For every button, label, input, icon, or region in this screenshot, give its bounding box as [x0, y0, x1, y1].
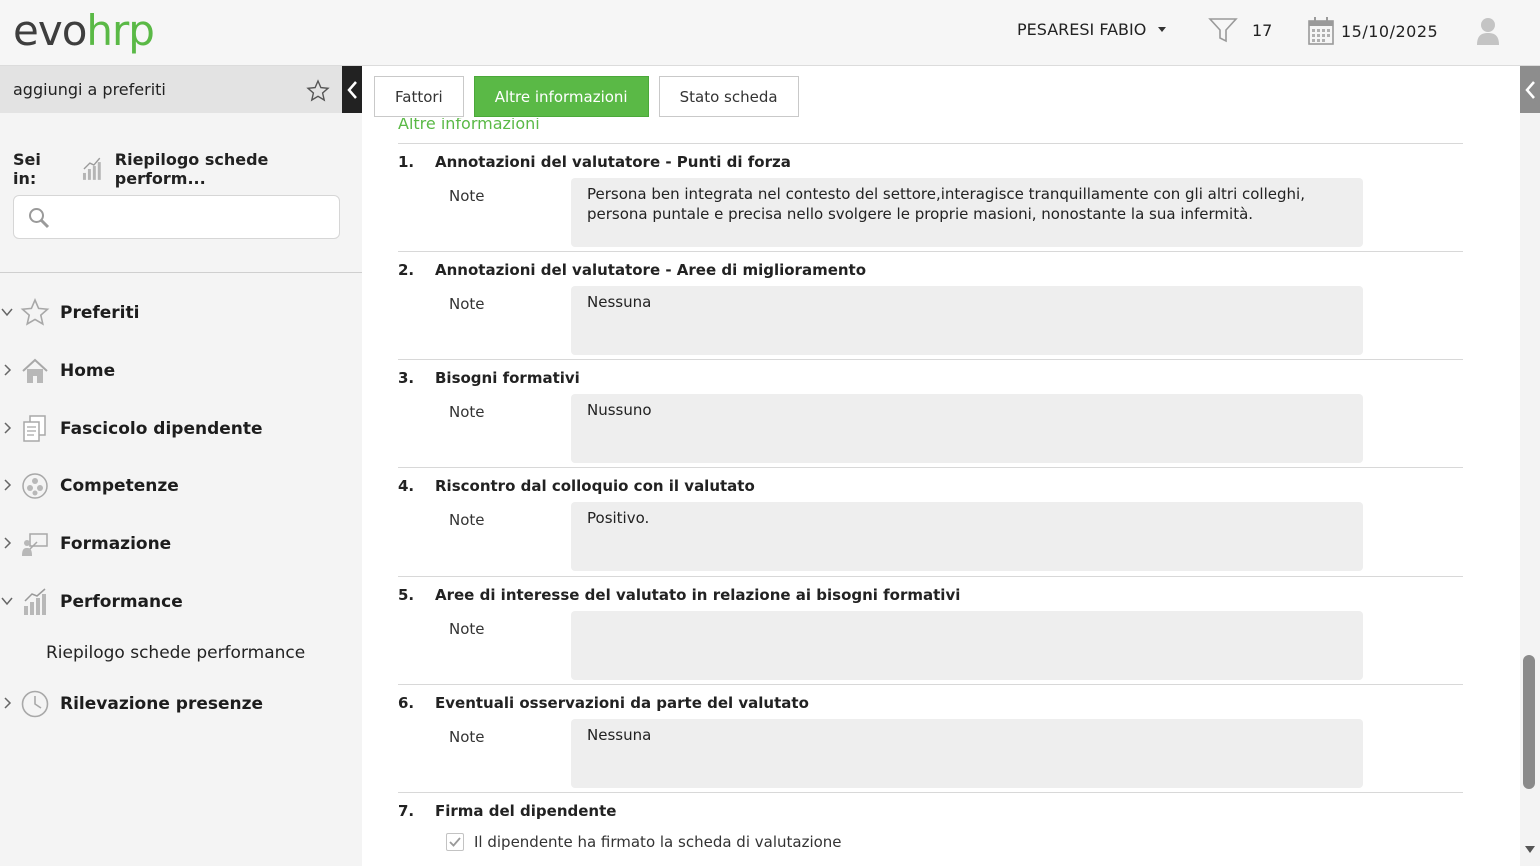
checkmark-icon: [448, 835, 462, 849]
chevron-right-icon: [1, 479, 13, 491]
chevron-left-icon: [1524, 80, 1536, 100]
breadcrumb: [13, 150, 362, 188]
favorites-bar[interactable]: [0, 66, 342, 113]
tab-bar: [374, 76, 799, 117]
sidebar-item-fascicolo[interactable]: [0, 409, 362, 449]
chevron-down-icon: [1, 306, 13, 318]
sidebar-item-formazione[interactable]: [0, 524, 362, 564]
date-selector[interactable]: [1307, 16, 1438, 46]
question-title: Bisogni formativi: [435, 369, 580, 387]
question-title: Annotazioni del valutatore - Aree di miglioramento: [435, 261, 867, 279]
note-label: Note: [449, 511, 485, 529]
sidebar: [0, 66, 362, 866]
question-title: Annotazioni del valutatore - Punti di forza: [435, 153, 791, 171]
top-bar: [0, 0, 1540, 66]
sidebar-item-performance[interactable]: [0, 582, 362, 622]
note-field[interactable]: Nessuna: [571, 719, 1363, 788]
note-label: Note: [449, 620, 485, 638]
sidebar-item-label: Fascicolo dipendente: [60, 419, 263, 439]
filter-button[interactable]: [1208, 16, 1272, 44]
note-field[interactable]: Nessuna: [571, 286, 1363, 355]
filter-count: 17: [1252, 20, 1273, 40]
chevron-left-icon: [346, 80, 358, 100]
scrollbar-thumb[interactable]: [1523, 655, 1535, 789]
chevron-down-icon: [1158, 27, 1166, 32]
sidebar-item-label: Performance: [60, 592, 183, 612]
competencies-icon: [20, 471, 50, 501]
breadcrumb-prefix: Sei in:: [13, 150, 41, 188]
star-icon: [20, 298, 50, 328]
scroll-down-arrow-icon[interactable]: [1525, 846, 1535, 853]
question-title: Aree di interesse del valutato in relazione ai bisogni formativi: [435, 586, 961, 604]
question-block: [398, 143, 1463, 223]
star-icon[interactable]: [306, 79, 330, 103]
sidebar-search[interactable]: [13, 195, 340, 239]
question-block: [398, 467, 1463, 529]
evohrp-logo[interactable]: [13, 6, 154, 56]
performance-chart-icon: [20, 587, 50, 617]
sidebar-item-label: Rilevazione presenze: [60, 694, 264, 714]
question-title: Eventuali osservazioni da parte del valutato: [435, 694, 809, 712]
question-number: 1.: [398, 153, 415, 171]
chevron-down-icon: [1, 595, 13, 607]
chevron-right-icon: [1, 364, 13, 376]
signature-checkbox-label: Il dipendente ha firmato la scheda di valutazione: [474, 833, 842, 851]
sidebar-item-label: Formazione: [60, 534, 172, 554]
current-date: 15/10/2025: [1341, 21, 1439, 41]
section-title-wrapper: [398, 118, 698, 132]
sidebar-item-home[interactable]: [0, 351, 362, 391]
home-icon: [20, 356, 50, 386]
user-avatar-icon[interactable]: [1476, 16, 1500, 46]
note-label: Note: [449, 728, 485, 746]
logo-evo: evo: [13, 6, 87, 55]
sidebar-item-competenze[interactable]: [0, 466, 362, 506]
search-input[interactable]: [60, 204, 330, 230]
sidebar-item-preferiti[interactable]: [0, 293, 362, 333]
calendar-icon: [1307, 16, 1335, 46]
sidebar-item-label: Competenze: [60, 476, 179, 496]
divider: [0, 272, 362, 273]
chevron-right-icon: [1, 537, 13, 549]
question-block: [398, 684, 1463, 746]
question-title: Riscontro dal colloquio con il valutato: [435, 477, 755, 495]
question-block: [398, 359, 1463, 421]
signature-checkbox[interactable]: [446, 833, 464, 851]
note-field[interactable]: [571, 611, 1363, 680]
user-menu[interactable]: [1017, 20, 1166, 39]
tab-altre-informazioni[interactable]: Altre informazioni: [474, 76, 649, 117]
sidebar-subitem-riepilogo[interactable]: Riepilogo schede performance: [46, 643, 306, 663]
chevron-right-icon: [1, 422, 13, 434]
question-number: 2.: [398, 261, 415, 279]
tab-stato-scheda[interactable]: Stato scheda: [659, 76, 799, 117]
breadcrumb-current[interactable]: Riepilogo schede perform...: [114, 150, 269, 188]
question-number: 6.: [398, 694, 415, 712]
documents-icon: [20, 414, 50, 444]
question-block: [398, 576, 1463, 638]
training-icon: [20, 529, 50, 559]
question-block: [398, 251, 1463, 313]
add-to-favorites-label: aggiungi a preferiti: [13, 80, 166, 99]
question-number: 7.: [398, 802, 415, 820]
main-content: [362, 66, 1520, 866]
chevron-right-icon: [1, 697, 13, 709]
logo-hrp: hrp: [86, 6, 154, 55]
question-title: Firma del dipendente: [435, 802, 617, 820]
signature-checkbox-row[interactable]: [446, 833, 842, 851]
note-label: Note: [449, 187, 485, 205]
question-number: 5.: [398, 586, 415, 604]
note-field[interactable]: Positivo.: [571, 502, 1363, 571]
section-title: Altre informazioni: [398, 118, 540, 132]
note-label: Note: [449, 403, 485, 421]
collapse-right-panel-button[interactable]: [1520, 66, 1540, 113]
search-icon: [28, 207, 50, 229]
question-number: 3.: [398, 369, 415, 387]
sidebar-item-label: Preferiti: [60, 303, 140, 323]
note-field[interactable]: Persona ben integrata nel contesto del settore,interagisce tranquillamente con gli altri colleghi, persona puntale e precisa nello svolgere le proprie masioni, nonostante la sua infermità.: [571, 178, 1363, 247]
tab-fattori[interactable]: Fattori: [374, 76, 464, 117]
clock-icon: [20, 689, 50, 719]
performance-chart-icon: [81, 157, 103, 181]
user-name: PESARESI FABIO: [1017, 20, 1147, 39]
collapse-sidebar-button[interactable]: [342, 66, 362, 113]
note-field[interactable]: Nussuno: [571, 394, 1363, 463]
sidebar-item-label: Home: [60, 361, 116, 381]
question-number: 4.: [398, 477, 415, 495]
sidebar-item-rilevazione-presenze[interactable]: [0, 684, 362, 724]
note-label: Note: [449, 295, 485, 313]
filter-icon: [1208, 16, 1238, 44]
